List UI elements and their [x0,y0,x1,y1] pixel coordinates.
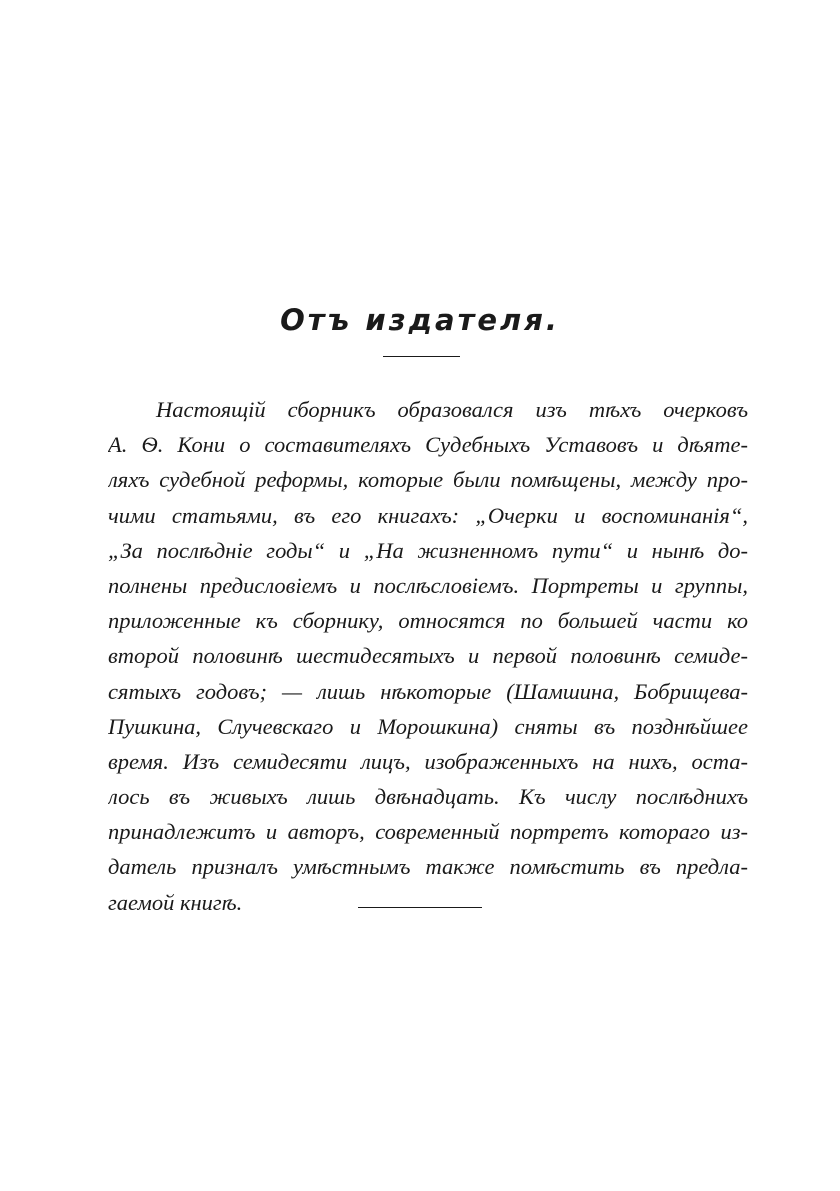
paragraph-line: „За послѣдніе годы“ и „На жизненномъ пути“ и нынѣ до- [108,537,748,563]
paragraph-line: Настоящій сборникъ образовался изъ тѣхъ очерковъ [156,397,748,422]
paragraph-line: сятыхъ годовъ; — лишь нѣкоторые (Шамшина, Бобрищева- [108,678,748,704]
paragraph-line: А. Ѳ. Кони о составителяхъ Судебныхъ Уставовъ и дѣяте- [108,432,748,458]
paragraph-line: ляхъ судебной реформы, которые были помѣщены, между про- [108,467,748,493]
paragraph-line: Пушкина, Случевскаго и Морошкина) сняты въ позднѣйшее [108,713,748,739]
paragraph-line: гаемой книгѣ. [108,889,243,915]
paragraph-line: лось въ живыхъ лишь двѣнадцать. Къ числу послѣднихъ [108,784,748,810]
preface-paragraph [108,392,748,920]
top-divider [383,356,460,357]
paragraph-line: датель призналъ умѣстнымъ также помѣстить въ предла- [108,854,748,880]
paragraph-line: чими статьями, въ его книгахъ: „Очерки и воспоминанія“, [108,502,748,528]
paragraph-line: приложенные къ сборнику, относятся по большей части ко [108,608,748,634]
bottom-divider [358,907,482,908]
paragraph-line: время. Изъ семидесяти лицъ, изображенныхъ на нихъ, оста- [108,748,748,774]
paragraph-line: полнены предисловіемъ и послѣсловіемъ. Портреты и группы, [108,572,748,598]
paragraph-line: принадлежитъ и авторъ, современный портретъ котораго из- [108,819,748,845]
paragraph-line: второй половинѣ шестидесятыхъ и первой половинѣ семиде- [108,643,748,669]
page-title: Отъ издателя. [280,303,560,337]
